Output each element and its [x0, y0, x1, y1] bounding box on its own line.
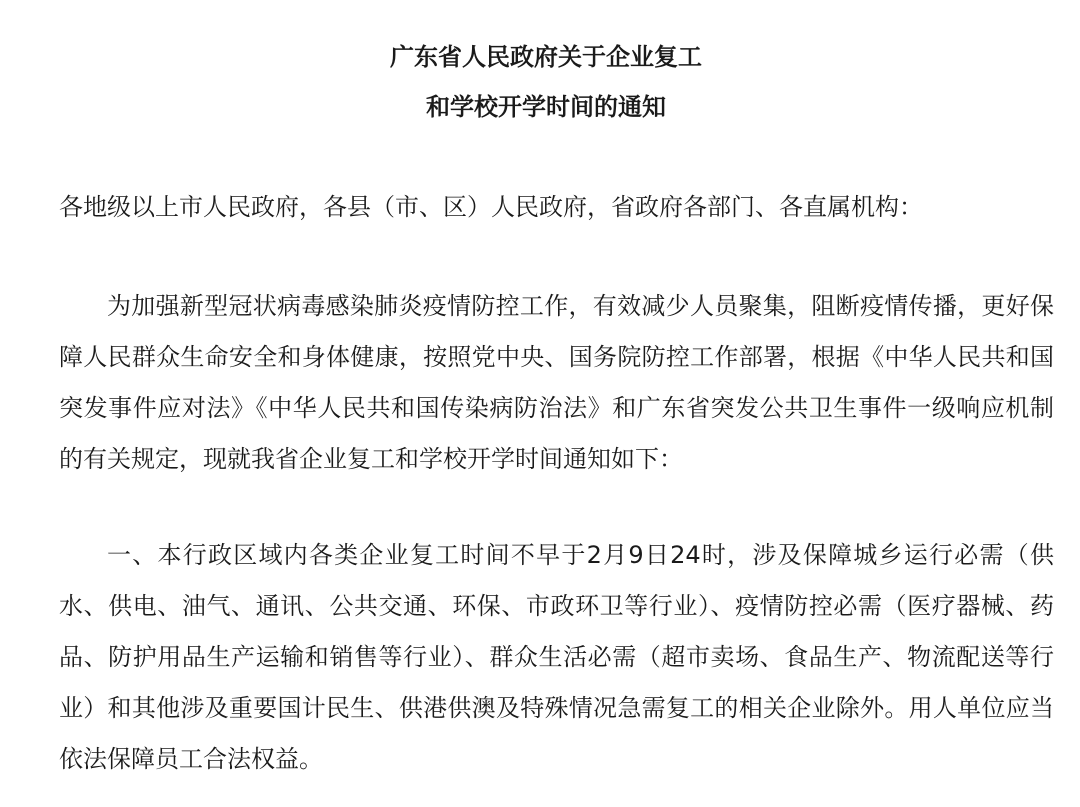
body-paragraph-1: 为加强新型冠状病毒感染肺炎疫情防控工作，有效减少人员聚集，阻断疫情传播，更好保障人民群众生命安全和身体健康，按照党中央、国务院防控工作部署，根据《中华人民共和国突发事件应对法》《中华人民共和国传染病防治法》和广东省突发公共卫生事件一级响应机制的有关规定，现就我省企业复工和学校开学时间通知如下： — [59, 292, 1054, 473]
document-title-line-1: 广东省人民政府关于企业复工 — [390, 43, 702, 71]
body-paragraph-2: 一、本行政区域内各类企业复工时间不早于2月9日24时，涉及保障城乡运行必需（供水、供电、油气、通讯、公共交通、环保、市政环卫等行业）、疫情防控必需（医疗器械、药品、防护用品生产运输和销售等行业）、群众生活必需（超市卖场、食品生产、物流配送等行业）和其他涉及重要国计民生、供港供澳及特殊情况急需复工的相关企业除外。用人单位应当依法保障员工合法权益。 — [59, 541, 1054, 773]
salutation: 各地级以上市人民政府，各县（市、区）人民政府，省政府各部门、各直属机构： — [59, 193, 923, 221]
document-title-line-2: 和学校开学时间的通知 — [426, 93, 666, 121]
